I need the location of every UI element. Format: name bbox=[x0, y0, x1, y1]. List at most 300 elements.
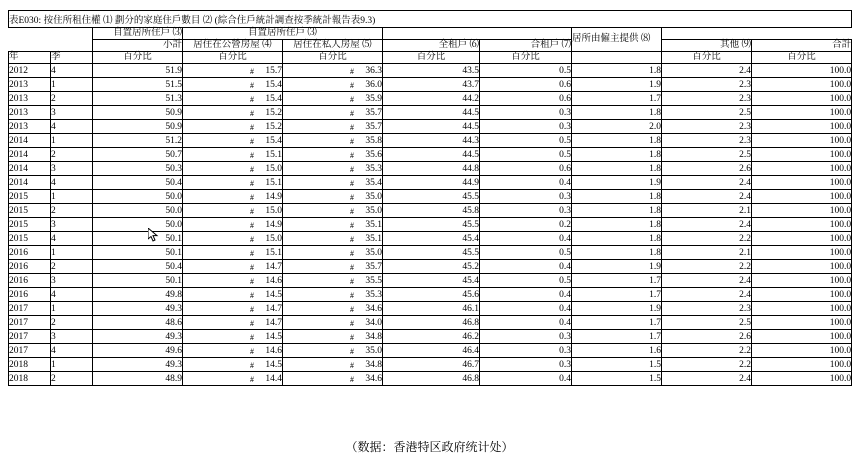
cell-public-housing bbox=[183, 302, 283, 316]
cell-public-housing-flag: # bbox=[250, 193, 254, 202]
spacer-cell-total bbox=[752, 28, 852, 40]
cell-whole-unit: 46.8 bbox=[383, 316, 480, 330]
cell-employer-provided: 1.8 bbox=[572, 64, 662, 78]
cell-whole-unit: 46.8 bbox=[383, 372, 480, 386]
cell-public-housing-value: 15.1 bbox=[265, 178, 282, 188]
cell-year: 2016 bbox=[9, 288, 51, 302]
cell-public-housing-flag: # bbox=[250, 235, 254, 244]
cell-public-housing-value: 14.5 bbox=[265, 360, 282, 370]
cell-others: 2.4 bbox=[662, 372, 752, 386]
cell-others: 2.2 bbox=[662, 344, 752, 358]
cell-public-housing bbox=[183, 148, 283, 162]
spacer-cell-whole bbox=[383, 28, 480, 40]
cell-employer-provided: 1.9 bbox=[572, 78, 662, 92]
unit-employer-provided bbox=[572, 52, 662, 64]
cell-total: 100.0 bbox=[752, 204, 852, 218]
cell-whole-unit: 44.5 bbox=[383, 106, 480, 120]
cell-private-housing-flag: # bbox=[350, 123, 354, 132]
table-row bbox=[9, 120, 852, 134]
cell-year: 2016 bbox=[9, 260, 51, 274]
cell-quarter: 1 bbox=[51, 358, 93, 372]
table-row bbox=[9, 162, 852, 176]
cell-public-housing-flag: # bbox=[250, 291, 254, 300]
cell-private-housing-flag: # bbox=[350, 81, 354, 90]
cell-whole-unit: 45.5 bbox=[383, 218, 480, 232]
cell-others: 2.3 bbox=[662, 134, 752, 148]
cell-private-housing-value: 35.0 bbox=[365, 248, 382, 258]
table-row bbox=[9, 260, 852, 274]
table-row bbox=[9, 316, 852, 330]
cell-public-housing-flag: # bbox=[250, 361, 254, 370]
cell-private-housing-flag: # bbox=[350, 179, 354, 188]
cell-subtotal: 49.3 bbox=[93, 302, 183, 316]
cell-subtotal: 51.2 bbox=[93, 134, 183, 148]
header-public-housing: 居住在公營房屋 ⑷ bbox=[183, 40, 283, 52]
header-subtotal: 小計 bbox=[93, 40, 183, 52]
spacer-cell-others bbox=[662, 28, 752, 40]
table-row bbox=[9, 134, 852, 148]
cell-public-housing-value: 14.4 bbox=[265, 374, 282, 384]
cell-others: 2.5 bbox=[662, 106, 752, 120]
cell-co-tenancy: 0.3 bbox=[480, 120, 572, 134]
cell-others: 2.4 bbox=[662, 190, 752, 204]
cell-private-housing-flag: # bbox=[350, 291, 354, 300]
cell-quarter: 4 bbox=[51, 64, 93, 78]
table-body bbox=[9, 64, 852, 386]
cell-year: 2013 bbox=[9, 106, 51, 120]
cell-subtotal: 50.0 bbox=[93, 218, 183, 232]
cell-public-housing-flag: # bbox=[250, 95, 254, 104]
cell-public-housing-value: 14.7 bbox=[265, 262, 282, 272]
cell-public-housing-value: 15.4 bbox=[265, 80, 282, 90]
cell-private-housing bbox=[283, 204, 383, 218]
cell-co-tenancy: 0.4 bbox=[480, 288, 572, 302]
cell-others: 2.4 bbox=[662, 288, 752, 302]
table-row bbox=[9, 148, 852, 162]
cell-private-housing bbox=[283, 106, 383, 120]
cell-year: 2016 bbox=[9, 246, 51, 260]
cell-private-housing-flag: # bbox=[350, 221, 354, 230]
cell-quarter: 4 bbox=[51, 120, 93, 134]
cell-public-housing-flag: # bbox=[250, 375, 254, 384]
header-private-housing: 居住在私人房屋 ⑸ bbox=[283, 40, 383, 52]
cell-private-housing-flag: # bbox=[350, 235, 354, 244]
table-row bbox=[9, 232, 852, 246]
cell-co-tenancy: 0.3 bbox=[480, 358, 572, 372]
cell-public-housing-value: 15.4 bbox=[265, 94, 282, 104]
spacer-cell-co bbox=[480, 28, 572, 40]
cell-employer-provided: 1.8 bbox=[572, 148, 662, 162]
cell-private-housing-flag: # bbox=[350, 193, 354, 202]
cell-private-housing-value: 35.0 bbox=[365, 346, 382, 356]
cell-quarter: 3 bbox=[51, 330, 93, 344]
cell-private-housing-value: 35.0 bbox=[365, 192, 382, 202]
source-note: （数据：香港特区政府统计处） bbox=[345, 440, 514, 454]
cell-others: 2.6 bbox=[662, 162, 752, 176]
cell-public-housing-value: 14.5 bbox=[265, 332, 282, 342]
cell-whole-unit: 44.5 bbox=[383, 120, 480, 134]
cell-public-housing-flag: # bbox=[250, 207, 254, 216]
cell-whole-unit: 43.5 bbox=[383, 64, 480, 78]
cell-private-housing bbox=[283, 288, 383, 302]
cell-total: 100.0 bbox=[752, 162, 852, 176]
cell-others: 2.4 bbox=[662, 176, 752, 190]
cell-private-housing-flag: # bbox=[350, 263, 354, 272]
cell-total: 100.0 bbox=[752, 148, 852, 162]
cell-employer-provided: 1.7 bbox=[572, 274, 662, 288]
cell-public-housing bbox=[183, 260, 283, 274]
cell-private-housing-value: 35.6 bbox=[365, 150, 382, 160]
header-whole-unit: 全租戶 ⑹ bbox=[383, 40, 480, 52]
cell-employer-provided: 1.9 bbox=[572, 260, 662, 274]
cell-subtotal: 51.5 bbox=[93, 78, 183, 92]
table-row bbox=[9, 372, 852, 386]
cell-whole-unit: 43.7 bbox=[383, 78, 480, 92]
cell-subtotal: 50.1 bbox=[93, 232, 183, 246]
cell-total: 100.0 bbox=[752, 120, 852, 134]
cell-private-housing-value: 34.6 bbox=[365, 304, 382, 314]
cell-public-housing bbox=[183, 204, 283, 218]
cell-year: 2016 bbox=[9, 274, 51, 288]
cell-private-housing bbox=[283, 176, 383, 190]
cell-whole-unit: 44.3 bbox=[383, 134, 480, 148]
cell-co-tenancy: 0.4 bbox=[480, 302, 572, 316]
cell-private-housing-value: 35.7 bbox=[365, 108, 382, 118]
cell-public-housing bbox=[183, 78, 283, 92]
cell-public-housing bbox=[183, 190, 283, 204]
cell-total: 100.0 bbox=[752, 358, 852, 372]
cell-co-tenancy: 0.3 bbox=[480, 106, 572, 120]
table-row bbox=[9, 218, 852, 232]
table-row bbox=[9, 246, 852, 260]
cell-others: 2.6 bbox=[662, 330, 752, 344]
cell-public-housing-flag: # bbox=[250, 81, 254, 90]
cell-employer-provided: 1.6 bbox=[572, 344, 662, 358]
cell-private-housing-value: 35.0 bbox=[365, 206, 382, 216]
cell-total: 100.0 bbox=[752, 330, 852, 344]
cell-private-housing bbox=[283, 372, 383, 386]
cell-co-tenancy: 0.4 bbox=[480, 372, 572, 386]
cell-total: 100.0 bbox=[752, 260, 852, 274]
table-row bbox=[9, 302, 852, 316]
cell-total: 100.0 bbox=[752, 190, 852, 204]
cell-co-tenancy: 0.3 bbox=[480, 344, 572, 358]
unit-whole-unit: 百分比 bbox=[383, 52, 480, 64]
cell-subtotal: 50.9 bbox=[93, 106, 183, 120]
cell-quarter: 4 bbox=[51, 176, 93, 190]
cell-whole-unit: 46.2 bbox=[383, 330, 480, 344]
cell-public-housing bbox=[183, 344, 283, 358]
unit-subtotal: 百分比 bbox=[93, 52, 183, 64]
cell-subtotal: 50.3 bbox=[93, 162, 183, 176]
table-row bbox=[9, 274, 852, 288]
cell-public-housing-value: 15.2 bbox=[265, 122, 282, 132]
cell-others: 2.4 bbox=[662, 64, 752, 78]
unit-private-housing: 百分比 bbox=[283, 52, 383, 64]
cell-subtotal: 50.1 bbox=[93, 274, 183, 288]
cell-private-housing-value: 35.1 bbox=[365, 220, 382, 230]
cell-whole-unit: 45.5 bbox=[383, 246, 480, 260]
cell-public-housing-flag: # bbox=[250, 347, 254, 356]
cell-year: 2018 bbox=[9, 358, 51, 372]
cell-quarter: 2 bbox=[51, 260, 93, 274]
cell-private-housing bbox=[283, 232, 383, 246]
cell-private-housing-value: 35.9 bbox=[365, 94, 382, 104]
cell-private-housing bbox=[283, 260, 383, 274]
cell-subtotal: 50.0 bbox=[93, 204, 183, 218]
cell-others: 2.3 bbox=[662, 92, 752, 106]
cell-others: 2.5 bbox=[662, 148, 752, 162]
table-row bbox=[9, 176, 852, 190]
cell-quarter: 1 bbox=[51, 246, 93, 260]
cell-private-housing bbox=[283, 274, 383, 288]
cell-quarter: 2 bbox=[51, 92, 93, 106]
cell-private-housing-value: 35.7 bbox=[365, 122, 382, 132]
cell-others: 2.3 bbox=[662, 120, 752, 134]
cell-private-housing-flag: # bbox=[350, 207, 354, 216]
cell-subtotal: 50.4 bbox=[93, 260, 183, 274]
cell-employer-provided: 1.8 bbox=[572, 106, 662, 120]
cell-private-housing bbox=[283, 218, 383, 232]
cell-co-tenancy: 0.5 bbox=[480, 148, 572, 162]
cell-private-housing-value: 34.6 bbox=[365, 374, 382, 384]
cell-co-tenancy: 0.6 bbox=[480, 78, 572, 92]
cell-employer-provided: 1.7 bbox=[572, 288, 662, 302]
cell-total: 100.0 bbox=[752, 288, 852, 302]
cell-public-housing bbox=[183, 274, 283, 288]
header-others: 其他 ⑼ bbox=[662, 40, 752, 52]
cell-employer-provided: 1.5 bbox=[572, 358, 662, 372]
cell-subtotal: 49.3 bbox=[93, 330, 183, 344]
cell-whole-unit: 46.7 bbox=[383, 358, 480, 372]
cell-total: 100.0 bbox=[752, 64, 852, 78]
cell-public-housing-value: 14.5 bbox=[265, 290, 282, 300]
cell-public-housing bbox=[183, 372, 283, 386]
cell-private-housing-flag: # bbox=[350, 361, 354, 370]
cell-public-housing-flag: # bbox=[250, 165, 254, 174]
cell-subtotal: 49.8 bbox=[93, 288, 183, 302]
cell-subtotal: 48.6 bbox=[93, 316, 183, 330]
cell-quarter: 3 bbox=[51, 274, 93, 288]
cell-others: 2.1 bbox=[662, 246, 752, 260]
cell-year: 2017 bbox=[9, 302, 51, 316]
cell-public-housing-value: 15.0 bbox=[265, 206, 282, 216]
cell-private-housing-flag: # bbox=[350, 67, 354, 76]
cell-subtotal: 50.7 bbox=[93, 148, 183, 162]
cell-private-housing bbox=[283, 120, 383, 134]
spacer-cell-quarter-2 bbox=[51, 40, 93, 52]
cell-public-housing-value: 14.6 bbox=[265, 276, 282, 286]
header-quarter: 季 bbox=[51, 52, 93, 64]
cell-whole-unit: 45.4 bbox=[383, 274, 480, 288]
cell-co-tenancy: 0.6 bbox=[480, 162, 572, 176]
cell-public-housing bbox=[183, 134, 283, 148]
cell-employer-provided: 1.7 bbox=[572, 316, 662, 330]
cell-private-housing bbox=[283, 330, 383, 344]
cell-public-housing-value: 15.2 bbox=[265, 108, 282, 118]
cell-subtotal: 50.1 bbox=[93, 246, 183, 260]
cell-co-tenancy: 0.5 bbox=[480, 64, 572, 78]
cell-subtotal: 49.6 bbox=[93, 344, 183, 358]
cell-quarter: 2 bbox=[51, 148, 93, 162]
cell-co-tenancy: 0.4 bbox=[480, 176, 572, 190]
cell-subtotal: 50.0 bbox=[93, 190, 183, 204]
cell-year: 2015 bbox=[9, 190, 51, 204]
table-row bbox=[9, 64, 852, 78]
cell-employer-provided: 1.8 bbox=[572, 204, 662, 218]
cell-year: 2014 bbox=[9, 148, 51, 162]
cell-employer-provided: 1.8 bbox=[572, 134, 662, 148]
cell-public-housing-flag: # bbox=[250, 179, 254, 188]
cell-whole-unit: 45.2 bbox=[383, 260, 480, 274]
cell-private-housing-value: 35.7 bbox=[365, 262, 382, 272]
cell-employer-provided: 1.9 bbox=[572, 302, 662, 316]
cell-subtotal: 50.4 bbox=[93, 176, 183, 190]
cell-public-housing-flag: # bbox=[250, 123, 254, 132]
cell-whole-unit: 44.8 bbox=[383, 162, 480, 176]
table-row bbox=[9, 190, 852, 204]
cell-whole-unit: 44.9 bbox=[383, 176, 480, 190]
cell-public-housing-flag: # bbox=[250, 221, 254, 230]
cell-quarter: 2 bbox=[51, 316, 93, 330]
table-row bbox=[9, 204, 852, 218]
cell-year: 2013 bbox=[9, 120, 51, 134]
table-row bbox=[9, 106, 852, 120]
cell-others: 2.3 bbox=[662, 302, 752, 316]
cell-public-housing-flag: # bbox=[250, 109, 254, 118]
cell-private-housing-flag: # bbox=[350, 109, 354, 118]
cell-subtotal: 49.3 bbox=[93, 358, 183, 372]
cell-year: 2015 bbox=[9, 218, 51, 232]
table-title-row bbox=[9, 11, 852, 28]
cell-year: 2017 bbox=[9, 330, 51, 344]
cell-co-tenancy: 0.5 bbox=[480, 246, 572, 260]
cell-private-housing-value: 36.3 bbox=[365, 66, 382, 76]
cell-private-housing-flag: # bbox=[350, 137, 354, 146]
cell-year: 2014 bbox=[9, 176, 51, 190]
cell-public-housing bbox=[183, 330, 283, 344]
cell-employer-provided: 1.8 bbox=[572, 218, 662, 232]
cell-total: 100.0 bbox=[752, 274, 852, 288]
cell-whole-unit: 44.5 bbox=[383, 148, 480, 162]
cell-private-housing bbox=[283, 148, 383, 162]
cell-public-housing-flag: # bbox=[250, 67, 254, 76]
cell-private-housing-flag: # bbox=[350, 277, 354, 286]
cell-public-housing-value: 14.9 bbox=[265, 220, 282, 230]
cell-private-housing bbox=[283, 92, 383, 106]
cell-public-housing-value: 14.9 bbox=[265, 192, 282, 202]
cell-subtotal: 48.9 bbox=[93, 372, 183, 386]
cell-private-housing-flag: # bbox=[350, 165, 354, 174]
cell-co-tenancy: 0.6 bbox=[480, 92, 572, 106]
statistics-table-wrapper bbox=[8, 10, 851, 386]
cell-public-housing-value: 15.0 bbox=[265, 164, 282, 174]
cell-quarter: 4 bbox=[51, 232, 93, 246]
cell-private-housing-value: 34.0 bbox=[365, 318, 382, 328]
cell-year: 2013 bbox=[9, 78, 51, 92]
cell-total: 100.0 bbox=[752, 218, 852, 232]
unit-others: 百分比 bbox=[662, 52, 752, 64]
header-owner-occupied: 自置居所住戶 ⑶ bbox=[93, 28, 183, 40]
cell-co-tenancy: 0.4 bbox=[480, 260, 572, 274]
cell-public-housing bbox=[183, 64, 283, 78]
unit-total: 百分比 bbox=[752, 52, 852, 64]
cell-subtotal: 51.9 bbox=[93, 64, 183, 78]
cell-private-housing-flag: # bbox=[350, 333, 354, 342]
cell-total: 100.0 bbox=[752, 78, 852, 92]
cell-year: 2018 bbox=[9, 372, 51, 386]
header-total: 合計 bbox=[752, 40, 852, 52]
cell-employer-provided: 1.8 bbox=[572, 246, 662, 260]
cell-private-housing-flag: # bbox=[350, 151, 354, 160]
cell-private-housing-value: 35.1 bbox=[365, 234, 382, 244]
cell-private-housing bbox=[283, 162, 383, 176]
cell-whole-unit: 44.2 bbox=[383, 92, 480, 106]
cell-employer-provided: 1.7 bbox=[572, 330, 662, 344]
cell-public-housing-flag: # bbox=[250, 137, 254, 146]
cell-quarter: 1 bbox=[51, 302, 93, 316]
table-row bbox=[9, 358, 852, 372]
cell-co-tenancy: 0.5 bbox=[480, 134, 572, 148]
cell-whole-unit: 45.4 bbox=[383, 232, 480, 246]
cell-public-housing bbox=[183, 246, 283, 260]
cell-public-housing-flag: # bbox=[250, 277, 254, 286]
cell-others: 2.4 bbox=[662, 218, 752, 232]
cell-private-housing-value: 35.5 bbox=[365, 276, 382, 286]
cell-co-tenancy: 0.2 bbox=[480, 218, 572, 232]
cell-public-housing bbox=[183, 120, 283, 134]
cell-whole-unit: 46.1 bbox=[383, 302, 480, 316]
cell-public-housing-flag: # bbox=[250, 333, 254, 342]
cell-public-housing-value: 14.6 bbox=[265, 346, 282, 356]
spacer-cell-year bbox=[9, 28, 51, 40]
cell-public-housing bbox=[183, 218, 283, 232]
cell-public-housing bbox=[183, 162, 283, 176]
cell-subtotal: 51.3 bbox=[93, 92, 183, 106]
group-header-row-1 bbox=[9, 28, 852, 40]
cell-private-housing bbox=[283, 64, 383, 78]
cell-co-tenancy: 0.4 bbox=[480, 232, 572, 246]
unit-public-housing: 百分比 bbox=[183, 52, 283, 64]
cell-whole-unit: 45.8 bbox=[383, 204, 480, 218]
cell-private-housing-value: 36.0 bbox=[365, 80, 382, 90]
cell-private-housing-flag: # bbox=[350, 375, 354, 384]
cell-year: 2017 bbox=[9, 316, 51, 330]
cell-quarter: 2 bbox=[51, 372, 93, 386]
cell-total: 100.0 bbox=[752, 344, 852, 358]
cell-total: 100.0 bbox=[752, 176, 852, 190]
cell-public-housing-value: 15.7 bbox=[265, 66, 282, 76]
cell-employer-provided: 1.5 bbox=[572, 372, 662, 386]
cell-co-tenancy: 0.5 bbox=[480, 274, 572, 288]
cell-others: 2.2 bbox=[662, 260, 752, 274]
cell-public-housing bbox=[183, 176, 283, 190]
cell-public-housing bbox=[183, 92, 283, 106]
cell-public-housing-value: 14.7 bbox=[265, 318, 282, 328]
cell-total: 100.0 bbox=[752, 134, 852, 148]
cell-year: 2014 bbox=[9, 162, 51, 176]
header-owner-occupied-2: 自置居所住戶 ⑶ bbox=[183, 28, 383, 40]
cell-co-tenancy: 0.4 bbox=[480, 316, 572, 330]
cell-private-housing bbox=[283, 302, 383, 316]
cell-private-housing-flag: # bbox=[350, 347, 354, 356]
table-row bbox=[9, 344, 852, 358]
cell-quarter: 1 bbox=[51, 78, 93, 92]
table-row bbox=[9, 78, 852, 92]
cell-quarter: 3 bbox=[51, 106, 93, 120]
cell-total: 100.0 bbox=[752, 92, 852, 106]
cell-total: 100.0 bbox=[752, 316, 852, 330]
